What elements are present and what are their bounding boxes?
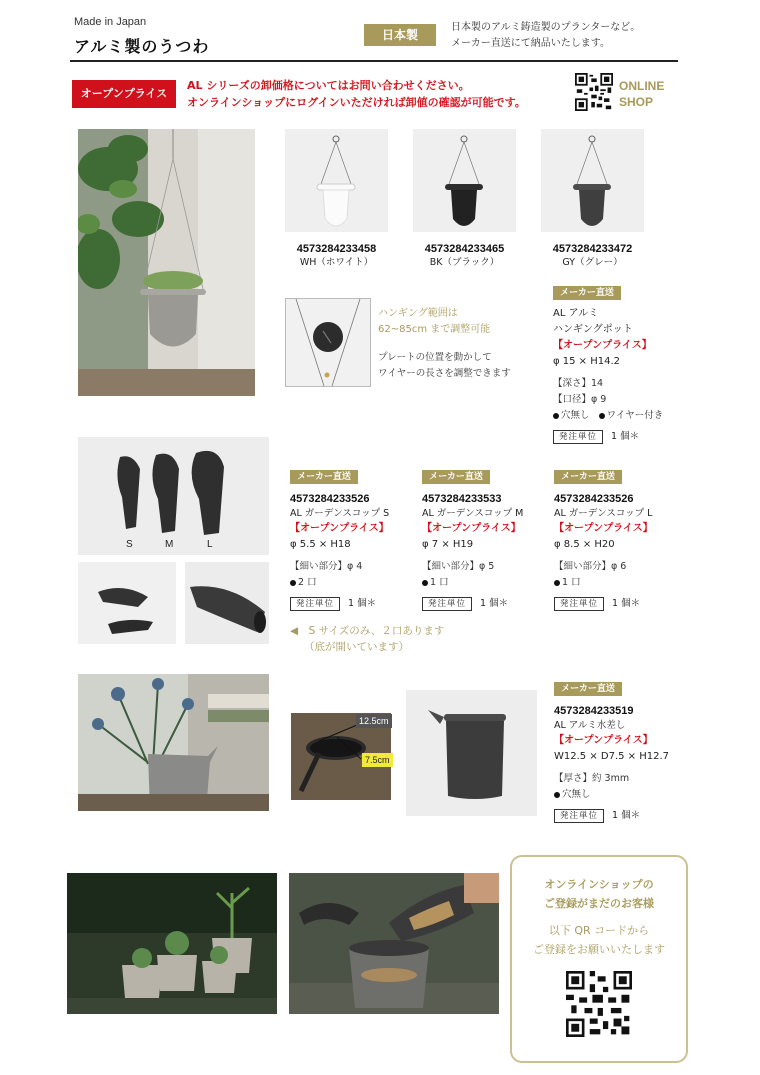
scoop-m-details <box>422 491 542 612</box>
scoop-s-details <box>290 491 410 612</box>
variant-caption <box>398 243 531 269</box>
hanging-pot-gray-photo <box>541 129 644 232</box>
header-note <box>451 20 640 52</box>
pitcher-product-photo <box>406 690 537 816</box>
order-unit-label: 発注単位 <box>553 430 603 444</box>
dimension-depth-label: 7.5cm <box>362 753 393 767</box>
price-notice-line: AL シリーズの卸価格についてはお問い合わせください。 <box>187 79 470 92</box>
option-hole: 穴無し <box>561 410 590 421</box>
product-price: 【オープンプライス】 <box>290 523 389 534</box>
product-thin-part: 【細い部分】φ 6 <box>554 561 627 572</box>
online-label-line: ONLINE <box>619 79 665 93</box>
scoop-open-bottom-photo <box>185 562 269 644</box>
mouths-value: 1 口 <box>430 577 449 588</box>
variant-color: BK（ブラック） <box>429 257 500 268</box>
scoops-side-photo <box>78 562 176 644</box>
price-notice-line: オンラインショップにログインいただければ卸値の確認が可能です。 <box>187 96 526 109</box>
wire-plate-detail-photo <box>285 298 371 387</box>
product-name: AL ガーデンスコップ S <box>290 508 390 519</box>
registration-heading-line: オンラインショップの <box>544 878 654 891</box>
maker-direct-tag: メーカー直送 <box>554 470 622 484</box>
order-unit <box>290 596 410 612</box>
registration-qr-icon[interactable] <box>566 971 632 1037</box>
variant-code: 4573284233458 <box>296 243 377 255</box>
maker-direct-tag: メーカー直送 <box>554 682 622 696</box>
order-unit-value: 1 個＊ <box>612 810 641 821</box>
registration-box <box>510 855 688 1063</box>
pitcher-details <box>554 703 694 824</box>
product-mouth: 【口径】φ 9 <box>553 394 607 405</box>
product-size: φ 7 × H19 <box>422 539 474 550</box>
product-thin-part: 【細い部分】φ 4 <box>290 561 363 572</box>
maker-direct-tag: メーカー直送 <box>553 286 621 300</box>
hanging-pot-lifestyle-photo <box>78 129 255 396</box>
eyebrow: Made in Japan <box>74 16 147 28</box>
plate-note-line: ワイヤーの長さを調整できます <box>378 368 511 379</box>
product-code: 4573284233526 <box>554 493 634 505</box>
product-thickness: 【厚さ】約 3mm <box>554 773 630 784</box>
bullet-icon <box>554 792 560 798</box>
product-price: 【オープンプライス】 <box>554 735 653 746</box>
scoop-size-label: S <box>126 539 133 550</box>
hanging-range-line: ハンギング範囲は <box>378 308 458 319</box>
product-name: AL ガーデンスコップ L <box>554 508 653 519</box>
product-mouths <box>290 575 410 591</box>
order-unit-value: 1 個＊ <box>348 598 377 609</box>
plate-note-line: プレートの位置を動かして <box>378 352 492 363</box>
product-price: 【オープンプライス】 <box>554 523 653 534</box>
header-note-line: 日本製のアルミ鋳造製のプランターなど。 <box>451 22 641 33</box>
maker-direct-tag: メーカー直送 <box>422 470 490 484</box>
variant-code: 4573284233472 <box>552 243 633 255</box>
online-shop-link[interactable] <box>619 78 664 110</box>
variant-caption <box>270 243 403 269</box>
product-options <box>553 408 713 424</box>
header-rule <box>70 60 678 62</box>
mouths-value: 1 口 <box>562 577 581 588</box>
online-shop-qr-icon[interactable] <box>575 73 613 111</box>
order-unit-label: 発注単位 <box>554 809 604 823</box>
option-wire: ワイヤー付き <box>606 410 664 421</box>
mouths-value: 2 口 <box>298 577 317 588</box>
product-options <box>554 787 694 803</box>
s-size-note-line: （底が開いています） <box>304 641 409 653</box>
scoop-size-label: M <box>165 539 174 550</box>
bullet-icon <box>553 413 559 419</box>
product-code: 4573284233519 <box>554 705 634 717</box>
product-size: φ 8.5 × H20 <box>554 539 615 550</box>
product-mouths <box>422 575 542 591</box>
page-title: アルミ製のうつわ <box>74 37 210 56</box>
bullet-icon <box>599 413 605 419</box>
hanging-range-note <box>378 306 490 338</box>
registration-heading-line: ご登録がまだのお客様 <box>544 897 654 910</box>
scoop-size-label: L <box>207 539 213 550</box>
product-code: 4573284233526 <box>290 493 370 505</box>
hanging-pot-black-photo <box>413 129 516 232</box>
order-unit-value: 1 個＊ <box>612 598 641 609</box>
order-unit-value: 1 個＊ <box>480 598 509 609</box>
price-notice <box>187 77 526 111</box>
hanging-pot-details <box>553 306 713 445</box>
variant-color: GY（グレー） <box>562 257 623 268</box>
registration-instruction-line: 以下 QR コードから <box>548 924 650 937</box>
scoop-in-use-photo <box>289 873 499 1014</box>
product-code: 4573284233533 <box>422 493 502 505</box>
product-price: 【オープンプライス】 <box>553 340 652 351</box>
product-size: φ 15 × H14.2 <box>553 356 621 367</box>
maker-direct-tag: メーカー直送 <box>290 470 358 484</box>
product-name: AL ガーデンスコップ M <box>422 508 524 519</box>
product-thin-part: 【細い部分】φ 5 <box>422 561 495 572</box>
registration-instructions <box>512 921 686 959</box>
succulent-pots-photo <box>67 873 277 1014</box>
header-note-line: メーカー直送にて納品いたします。 <box>451 38 610 49</box>
option-hole: 穴無し <box>562 789 591 800</box>
made-in-japan-badge: 日本製 <box>364 24 436 46</box>
online-label-line: SHOP <box>619 95 654 109</box>
scoop-l-details <box>554 491 674 612</box>
order-unit-value: 1 個＊ <box>611 431 640 442</box>
open-price-badge: オープンプライス <box>72 80 176 108</box>
bullet-icon <box>422 580 428 586</box>
variant-caption <box>526 243 659 269</box>
product-size: W12.5 × D7.5 × H12.7 <box>554 751 670 762</box>
product-name: AL アルミ水差し <box>554 720 626 731</box>
product-size: φ 5.5 × H18 <box>290 539 351 550</box>
pitcher-lifestyle-photo <box>78 674 269 811</box>
product-name: ハンギングポット <box>553 324 633 335</box>
hanging-range-line: 62~85cm まで調整可能 <box>378 324 491 335</box>
registration-instruction-line: ご登録をお願いいたします <box>533 943 665 956</box>
s-size-note-line: ◀ S サイズのみ、２口あります <box>290 625 445 637</box>
order-unit-label: 発注単位 <box>290 597 340 611</box>
bullet-icon <box>290 580 296 586</box>
hanging-pot-white-photo <box>285 129 388 232</box>
product-price: 【オープンプライス】 <box>422 523 521 534</box>
order-unit-label: 発注単位 <box>554 597 604 611</box>
dimension-width-label: 12.5cm <box>356 714 392 728</box>
variant-color: WH（ホワイト） <box>299 257 374 268</box>
bullet-icon <box>554 580 560 586</box>
variant-code: 4573284233465 <box>424 243 505 255</box>
scoops-lineup-photo <box>78 437 269 555</box>
order-unit <box>554 596 674 612</box>
order-unit <box>553 429 713 445</box>
plate-note <box>378 350 511 382</box>
product-name: AL アルミ <box>553 308 599 319</box>
s-size-note <box>290 623 444 655</box>
product-depth: 【深さ】14 <box>553 378 604 389</box>
order-unit <box>422 596 542 612</box>
registration-heading <box>512 875 686 913</box>
order-unit-label: 発注単位 <box>422 597 472 611</box>
product-mouths <box>554 575 674 591</box>
order-unit <box>554 808 694 824</box>
